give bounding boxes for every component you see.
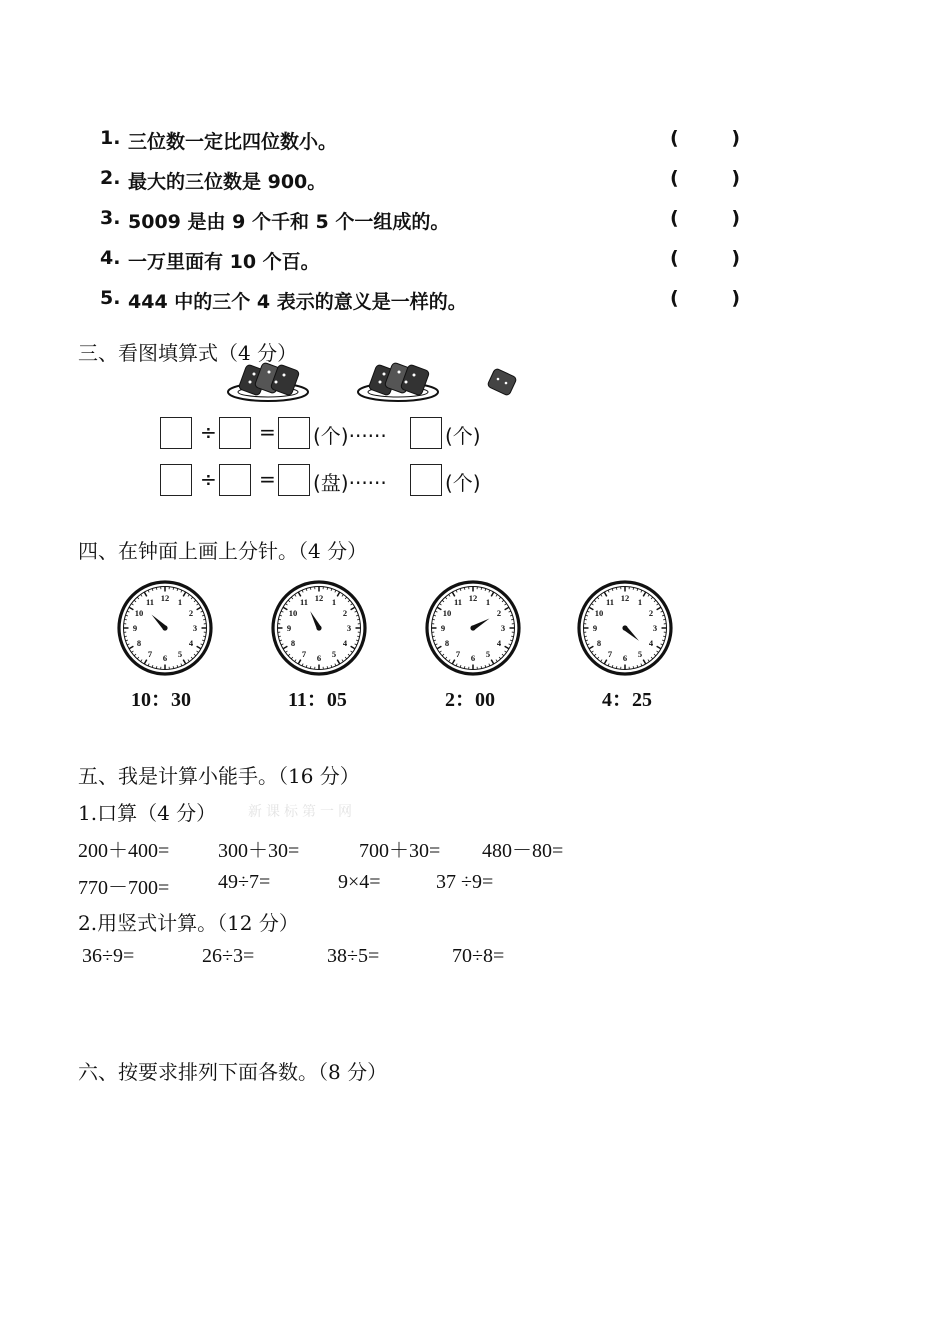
clock-numeral: 4 — [188, 638, 194, 649]
oral-calc-problem: 9×4= — [338, 871, 381, 893]
clock-numeral: 12 — [160, 593, 170, 604]
clock-tick — [357, 636, 359, 637]
clock-numeral: 3 — [192, 623, 198, 634]
section3-heading: 三、看图填算式（4 分） — [78, 341, 298, 365]
tf-item-number: 1. — [100, 127, 121, 149]
clock-numeral: 8 — [136, 638, 142, 649]
oral-calc-problem: 700＋30= — [359, 840, 441, 862]
plate-with-bread-icon — [358, 362, 438, 401]
clock-tick — [327, 587, 328, 589]
tf-item-number: 5. — [100, 287, 121, 309]
paren-close: ) — [731, 167, 740, 189]
clock-tick — [584, 636, 586, 637]
section5-heading: 五、我是计算小能手。（16 分） — [78, 764, 360, 788]
clock-center-pin — [622, 625, 627, 630]
clock-numeral: 1 — [331, 597, 337, 608]
clock-tick — [481, 587, 482, 589]
tf-item-text: 一万里面有 10 个百。 — [128, 251, 320, 273]
clock-tick — [357, 619, 359, 620]
answer-box[interactable] — [278, 464, 310, 496]
clock-numeral: 8 — [444, 638, 450, 649]
clock-numeral: 12 — [620, 593, 630, 604]
paren-open: ( — [670, 247, 679, 269]
clock-tick — [511, 619, 513, 620]
clock-numeral: 8 — [290, 638, 296, 649]
tf-item-1 — [100, 127, 750, 157]
clock-time-label: 2：00 — [445, 689, 495, 711]
unit-text: (个) — [445, 471, 481, 495]
vertical-calc-problem: 70÷8= — [452, 945, 505, 967]
paren-close: ) — [731, 127, 740, 149]
watermark: 新课标第一网 — [248, 804, 356, 820]
clock-tick — [432, 619, 434, 620]
paren-open: ( — [670, 207, 679, 229]
vertical-calc-problem: 26÷3= — [202, 945, 255, 967]
clock-numeral: 10 — [134, 608, 144, 619]
clock-tick — [124, 619, 126, 620]
clock-numeral: 6 — [622, 653, 628, 664]
clock-face[interactable] — [269, 578, 369, 678]
clock-icon — [575, 578, 675, 678]
clock-numeral: 2 — [188, 608, 194, 619]
clock-face[interactable] — [423, 578, 523, 678]
clock-tick — [310, 666, 311, 668]
clock-numeral: 11 — [145, 597, 155, 608]
clock-numeral: 5 — [331, 649, 337, 660]
clock-numeral: 4 — [496, 638, 502, 649]
answer-box[interactable] — [219, 464, 251, 496]
divide-sign: ÷ — [200, 467, 217, 491]
tf-item-text: 444 中的三个 4 表示的意义是一样的。 — [128, 291, 467, 313]
unit-remainder-text: (盘)······ — [313, 471, 387, 495]
clock-tick — [616, 587, 617, 589]
clock-numeral: 4 — [648, 638, 654, 649]
clock-numeral: 6 — [470, 653, 476, 664]
oral-calc-problem: 49÷7= — [218, 871, 271, 893]
tf-item-text: 5009 是由 9 个千和 5 个一组成的。 — [128, 211, 450, 233]
tf-item-number: 4. — [100, 247, 121, 269]
clock-numeral: 7 — [147, 649, 153, 660]
clock-numeral: 10 — [442, 608, 452, 619]
clock-numeral: 11 — [299, 597, 309, 608]
section4-heading: 四、在钟面上画上分针。（4 分） — [78, 539, 368, 563]
clock-numeral: 9 — [440, 623, 446, 634]
paren-open: ( — [670, 127, 679, 149]
clock-numeral: 6 — [162, 653, 168, 664]
clock-face[interactable] — [115, 578, 215, 678]
vertical-calc-problem: 36÷9= — [82, 945, 135, 967]
clock-tick — [156, 587, 157, 589]
paren-open: ( — [670, 167, 679, 189]
paren-open: ( — [670, 287, 679, 309]
clock-tick — [173, 587, 174, 589]
clock-tick — [633, 587, 634, 589]
clock-numeral: 11 — [453, 597, 463, 608]
tf-item-text: 三位数一定比四位数小。 — [128, 131, 338, 153]
clock-numeral: 5 — [637, 649, 643, 660]
clock-numeral: 7 — [455, 649, 461, 660]
clock-tick — [124, 636, 126, 637]
clock-tick — [310, 587, 311, 589]
equals-sign: = — [259, 467, 276, 491]
clock-numeral: 9 — [592, 623, 598, 634]
clock-numeral: 12 — [468, 593, 478, 604]
clock-numeral: 3 — [346, 623, 352, 634]
clock-tick — [584, 619, 586, 620]
oral-calc-problem: 480－80= — [482, 840, 564, 862]
paren-close: ) — [731, 287, 740, 309]
oral-calc-problem: 300＋30= — [218, 840, 300, 862]
oral-calc-problem: 37 ÷9= — [436, 871, 494, 893]
bread-plates-illustration — [220, 358, 530, 406]
clock-numeral: 2 — [496, 608, 502, 619]
clock-time-label: 10：30 — [131, 689, 191, 711]
tf-item-text: 最大的三位数是 900。 — [128, 171, 327, 193]
clock-tick — [327, 666, 328, 668]
clock-numeral: 9 — [132, 623, 138, 634]
clock-tick — [156, 666, 157, 668]
clock-time-label: 11：05 — [288, 689, 347, 711]
clock-tick — [203, 636, 205, 637]
clock-icon — [269, 578, 369, 678]
clock-numeral: 10 — [594, 608, 604, 619]
clock-icon — [423, 578, 523, 678]
unit-text: (个) — [445, 424, 481, 448]
answer-box[interactable] — [160, 417, 192, 449]
unit-remainder-text: (个)······ — [313, 424, 387, 448]
equals-sign: = — [259, 420, 276, 444]
clock-tick — [663, 636, 665, 637]
clock-numeral: 2 — [648, 608, 654, 619]
clock-tick — [432, 636, 434, 637]
clock-icon — [115, 578, 215, 678]
clock-numeral: 1 — [177, 597, 183, 608]
clock-tick — [173, 666, 174, 668]
clock-center-pin — [162, 625, 167, 630]
vertical-calc-heading: 2.用竖式计算。（12 分） — [78, 911, 299, 935]
tf-item-5 — [100, 287, 750, 317]
clock-numeral: 7 — [301, 649, 307, 660]
clock-center-pin — [470, 625, 475, 630]
plate-with-bread-icon — [228, 362, 308, 401]
clock-numeral: 10 — [288, 608, 298, 619]
paren-close: ) — [731, 247, 740, 269]
clock-numeral: 11 — [605, 597, 615, 608]
clock-numeral: 2 — [342, 608, 348, 619]
clock-numeral: 3 — [500, 623, 506, 634]
clock-numeral: 8 — [596, 638, 602, 649]
answer-box[interactable] — [160, 464, 192, 496]
clock-numeral: 3 — [652, 623, 658, 634]
answer-box[interactable] — [219, 417, 251, 449]
clock-tick — [616, 666, 617, 668]
clock-tick — [464, 666, 465, 668]
answer-box[interactable] — [278, 417, 310, 449]
clock-tick — [481, 666, 482, 668]
divide-sign: ÷ — [200, 420, 217, 444]
tf-item-2 — [100, 167, 750, 197]
section6-heading: 六、按要求排列下面各数。（8 分） — [78, 1060, 388, 1084]
clock-numeral: 1 — [637, 597, 643, 608]
vertical-calc-problem: 38÷5= — [327, 945, 380, 967]
answer-box[interactable] — [410, 464, 442, 496]
clock-numeral: 12 — [314, 593, 324, 604]
oral-calc-heading: 1.口算（4 分） — [78, 801, 217, 825]
clock-numeral: 7 — [607, 649, 613, 660]
oral-calc-problem: 200＋400= — [78, 840, 170, 862]
clock-numeral: 6 — [316, 653, 322, 664]
clock-face[interactable] — [575, 578, 675, 678]
tf-item-number: 3. — [100, 207, 121, 229]
clock-numeral: 1 — [485, 597, 491, 608]
tf-item-number: 2. — [100, 167, 121, 189]
clock-tick — [203, 619, 205, 620]
clock-tick — [464, 587, 465, 589]
clock-tick — [663, 619, 665, 620]
clock-time-label: 4：25 — [602, 689, 652, 711]
paren-close: ) — [731, 207, 740, 229]
clock-numeral: 5 — [177, 649, 183, 660]
clock-tick — [278, 636, 280, 637]
clock-tick — [511, 636, 513, 637]
clock-numeral: 9 — [286, 623, 292, 634]
oral-calc-problem: 770－700= — [78, 877, 170, 899]
clock-numeral: 4 — [342, 638, 348, 649]
clock-numeral: 5 — [485, 649, 491, 660]
tf-item-3 — [100, 207, 750, 237]
clock-center-pin — [316, 625, 321, 630]
single-bread-icon — [487, 368, 517, 396]
clock-tick — [278, 619, 280, 620]
answer-box[interactable] — [410, 417, 442, 449]
clock-tick — [633, 666, 634, 668]
tf-item-4 — [100, 247, 750, 277]
